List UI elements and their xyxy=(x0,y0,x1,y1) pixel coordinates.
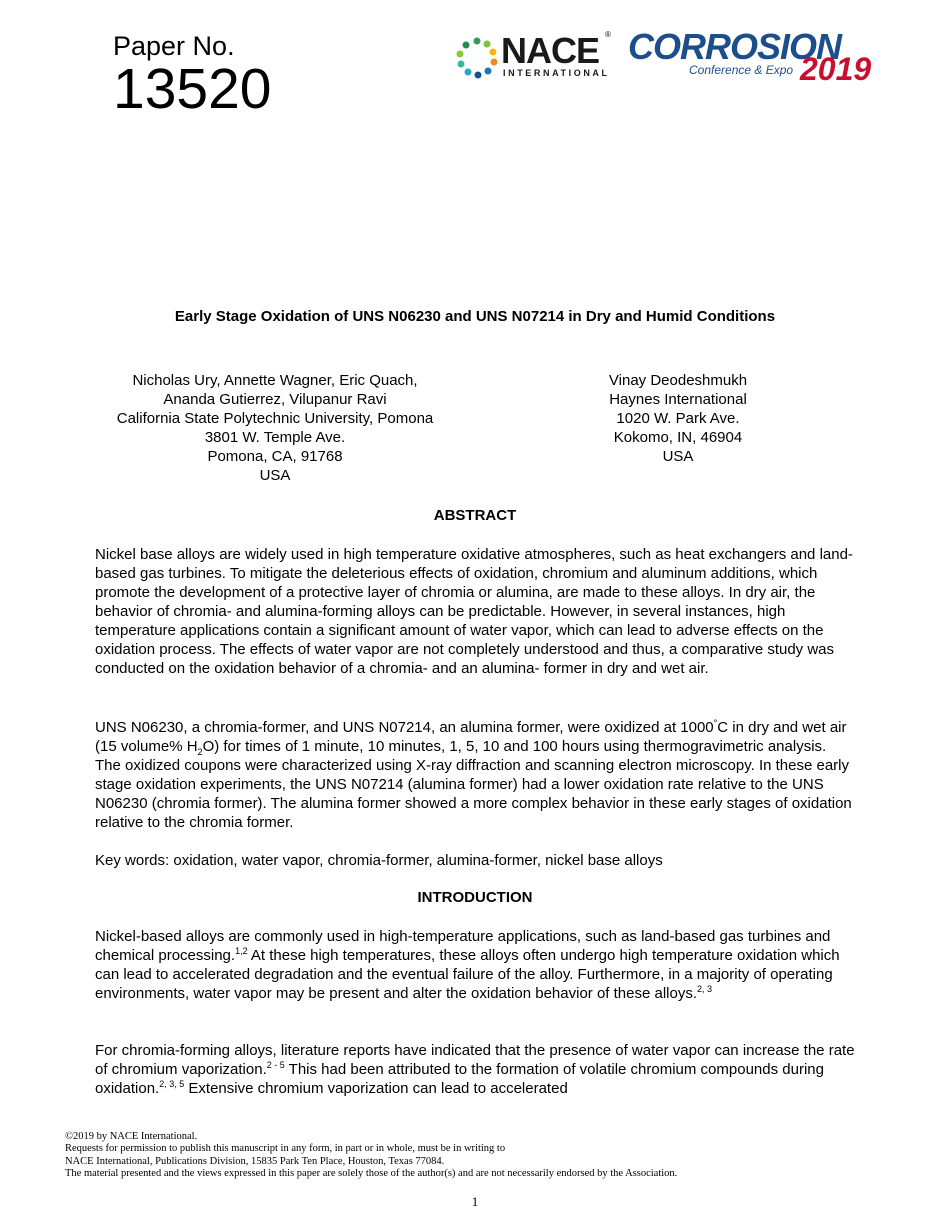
author-line: Nicholas Ury, Annette Wagner, Eric Quach, xyxy=(132,372,418,389)
author-line: USA xyxy=(259,467,291,484)
citation: 2, 3, 5 xyxy=(159,1079,185,1089)
keywords: Key words: oxidation, water vapor, chromia-former, alumina-former, nickel base alloys xyxy=(95,852,663,869)
subscript-2: 2 xyxy=(197,747,203,757)
corrosion-logo-subtitle: Conference & Expo xyxy=(689,63,794,77)
author-line: Ananda Gutierrez, Vilupanur Ravi xyxy=(163,391,387,408)
citation: 2 - 5 xyxy=(266,1060,285,1070)
author-line: California State Polytechnic University, Pomona xyxy=(116,410,434,427)
degree-sign: ° xyxy=(713,718,718,728)
footer-line: NACE International, Publications Division, 15835 Park Ten Place, Houston, Texas 77084. xyxy=(65,1155,445,1167)
author-line: USA xyxy=(662,448,694,465)
corrosion-logo-year: 2019 xyxy=(800,51,872,87)
paper-number: 13520 xyxy=(113,57,272,121)
corrosion-logo-text: CORROSION xyxy=(628,26,842,67)
author-line: Vinay Deodeshmukh xyxy=(608,372,748,389)
abstract-paragraph-1: Nickel base alloys are widely used in high temperature oxidative atmospheres, such as heat exchangers and land-based gas turbines. To mitigate the deleterious effects of oxidation, chromium and aluminum additions, which promote the development of a protective layer of chromia or alumina, are made to these alloys. In dry air, the behavior of chromia- and alumina-forming alloys can be predictable. However, in several instances, high temperature applications contain a significant amount of water vapor, which can lead to adverse effects on the oxidation process. The effects of water vapor are not completely understood and thus, a comparative study was conducted on the oxidation behavior of a chromia- and an alumina- former in dry and wet air. xyxy=(95,546,853,677)
author-line: Kokomo, IN, 46904 xyxy=(613,429,743,446)
footer-line: The material presented and the views expressed in this paper are solely those of the author(s) and are not necessarily endorsed by the Association. xyxy=(65,1167,678,1179)
abstract-paragraph-2: UNS N06230, a chromia-former, and UNS N07214, an alumina former, were oxidized at 1000°C in dry and wet air (15 volume% $H_2O$) for times of 1 minute, 10 minutes, 1, 5, 10 and 100 hours using thermogravimetric analysis. The oxidized coupons were characterized using X-ray diffraction and scanning electron microscopy. In these early stage oxidation experiments, the UNS N07214 (alumina former) had a lower oxidation rate relative to the UNS N06230 (chromia former). The alumina former showed a more complex behavior in these early stages of oxidation relative to the chromia former. xyxy=(95,718,852,831)
footer-line: ©2019 by NACE International. xyxy=(65,1131,198,1142)
nace-logo-subtitle: INTERNATIONAL xyxy=(503,68,610,78)
nace-registered-mark: ® xyxy=(605,30,611,39)
page-number: 1 xyxy=(471,1194,479,1209)
author-line: Pomona, CA, 91768 xyxy=(207,448,343,465)
copyright-footer xyxy=(65,1131,925,1180)
abstract-heading: ABSTRACT xyxy=(433,507,517,524)
citation: 1,2 xyxy=(235,946,248,956)
authors-right-block xyxy=(538,371,818,466)
nace-logo-text: NACE xyxy=(501,30,600,71)
footer-line: Requests for permission to publish this manuscript in any form, in part or in whole, must be in writing to xyxy=(65,1143,506,1155)
nace-gear-icon xyxy=(455,36,499,80)
author-line: 3801 W. Temple Ave. xyxy=(204,429,346,446)
paper-number-label: Paper No. xyxy=(113,31,235,61)
author-line: Haynes International xyxy=(609,391,747,408)
paper-title: Early Stage Oxidation of UNS N06230 and UNS N07214 in Dry and Humid Conditions xyxy=(174,308,776,325)
authors-left-block xyxy=(70,371,480,485)
introduction-heading: INTRODUCTION xyxy=(417,889,533,906)
citation: 2, 3 xyxy=(697,984,713,994)
introduction-paragraph-2: For chromia-forming alloys, literature reports have indicated that the presence of water vapor can increase the rate of chromium vaporization.$^{2 - 5}$ This had been attributed to the formation of volatile chromium compounds during oxidation.$^{2, 3, 5}$ Extensive chromium vaporization can lead to accelerated xyxy=(95,1042,855,1097)
author-line: 1020 W. Park Ave. xyxy=(616,410,740,427)
introduction-paragraph-1: Nickel-based alloys are commonly used in high-temperature applications, such as land-based gas turbines and chemical processing.$^{1,2}$ At these high temperatures, these alloys often undergo high temperature oxidation which can lead to accelerated degradation and the eventual failure of the alloy. Furthermore, in a majority of operating environments, water vapor may be present and alter the oxidation behavior of these alloys.$^{2, 3}$ xyxy=(95,928,840,1002)
